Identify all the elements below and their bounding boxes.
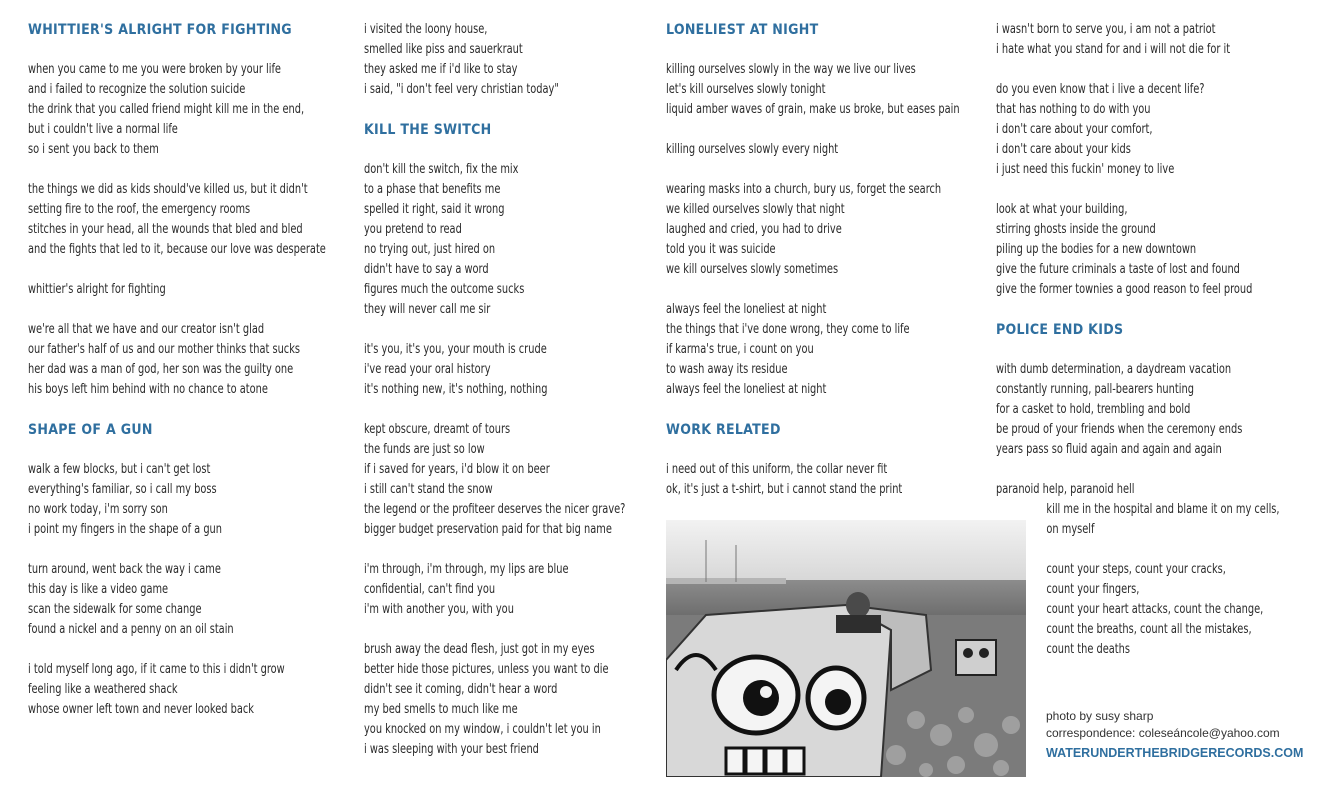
lyric-line: on myself [1046,522,1095,537]
lyric-line: better hide those pictures, unless you want to die [364,662,609,677]
photo-credit: photo by susy sharp [1046,709,1154,723]
lyric-line: everything's familiar, so i call my boss [28,482,217,497]
lyric-line: kill me in the hospital and blame it on my cells, [1046,502,1280,517]
lyric-line: if i saved for years, i'd blow it on beer [364,462,550,477]
credits [1046,708,1303,762]
lyric-line: you knocked on my window, i couldn't let you in [364,722,601,737]
lyric-line: i don't care about your kids [996,142,1131,157]
lyric-line: confidential, can't find you [364,582,496,597]
lyric-line: always feel the loneliest at night [666,382,827,397]
lyric-line: piling up the bodies for a new downtown [996,242,1197,257]
song-title: LONELIEST AT NIGHT [666,22,819,38]
lyric-line: constantly running, pall-bearers hunting [996,382,1194,397]
lyric-line: setting fire to the roof, the emergency rooms [28,202,251,217]
lyric-line: they will never call me sir [364,302,491,317]
lyric-line: and the fights that led to it, because our love was desperate [28,242,326,257]
stanza-gap [28,260,358,280]
lyric-line: don't kill the switch, fix the mix [364,162,519,177]
lyric-line: when you came to me you were broken by your life [28,62,281,77]
lyric-line: count your steps, count your cracks, [1046,562,1226,577]
lyric-line: the funds are just so low [364,442,485,457]
lyric-line: let's kill ourselves slowly tonight [666,82,826,97]
lyric-line: count your fingers, [1046,582,1140,597]
lyric-line: killing ourselves slowly in the way we live our lives [666,62,916,77]
lyric-line: my bed smells to much like me [364,702,518,717]
lyric-line: count the deaths [1046,642,1130,657]
lyric-line: so i sent you back to them [28,142,159,157]
lyric-line: i just need this fuckin' money to live [996,162,1175,177]
lyric-line: smelled like piss and sauerkraut [364,42,523,57]
lyric-line: paranoid help, paranoid hell [996,482,1135,497]
lyric-line: told you it was suicide [666,242,776,257]
lyric-line: but i couldn't live a normal life [28,122,178,137]
stanza-gap [28,400,358,420]
lyric-line: wearing masks into a church, bury us, forget the search [666,182,942,197]
lyric-line: feeling like a weathered shack [28,682,178,697]
website-link[interactable]: WATERUNDERTHEBRIDGERECORDS.COM [1046,746,1304,760]
stanza-gap [28,640,358,660]
lyric-line: stirring ghosts inside the ground [996,222,1156,237]
lyric-line: stitches in your head, all the wounds that bled and bled [28,222,303,237]
column-2 [364,20,659,760]
lyric-line: the things we did as kids should've killed us, but it didn't [28,182,308,197]
lyric-line: walk a few blocks, but i can't get lost [28,462,211,477]
stanza-gap [666,160,991,180]
band-photo [666,520,1026,777]
song-title: WORK RELATED [666,422,781,438]
stanza-gap [364,140,659,160]
stanza-gap [666,40,991,60]
photo-illustration [666,520,1026,777]
lyric-line: they asked me if i'd like to stay [364,62,518,77]
stanza-gap [28,540,358,560]
lyric-line: ok, it's just a t-shirt, but i cannot stand the print [666,482,903,497]
song-title: WHITTIER'S ALRIGHT FOR FIGHTING [28,22,292,38]
lyric-line: figures much the outcome sucks [364,282,525,297]
lyric-line: didn't see it coming, didn't hear a word [364,682,558,697]
lyric-line: with dumb determination, a daydream vacation [996,362,1232,377]
lyric-line: i'm through, i'm through, my lips are blue [364,562,569,577]
lyric-line: didn't have to say a word [364,262,489,277]
lyric-line: laughed and cried, you had to drive [666,222,842,237]
lyric-line: do you even know that i live a decent life? [996,82,1205,97]
lyric-line: liquid amber waves of grain, make us broke, but eases pain [666,102,960,117]
lyric-line: the things that i've done wrong, they come to life [666,322,910,337]
stanza-gap [364,100,659,120]
lyric-line: whittier's alright for fighting [28,282,166,297]
stanza-gap [666,440,991,460]
column-3 [666,20,991,500]
lyric-line: killing ourselves slowly every night [666,142,839,157]
lyric-line: give the former townies a good reason to feel proud [996,282,1253,297]
lyric-line: that has nothing to do with you [996,102,1151,117]
lyric-line: her dad was a man of god, her son was the guilty one [28,362,294,377]
stanza-gap [364,620,659,640]
stanza-gap [364,400,659,420]
song-title: POLICE END KIDS [996,322,1124,338]
lyric-line: i still can't stand the snow [364,482,493,497]
lyric-line: count the breaths, count all the mistakes, [1046,622,1252,637]
lyric-line: i was sleeping with your best friend [364,742,539,757]
lyric-line: we killed ourselves slowly that night [666,202,845,217]
lyric-line: i point my fingers in the shape of a gun [28,522,223,537]
stanza-gap [996,180,1311,200]
lyric-line: whose owner left town and never looked back [28,702,254,717]
stanza-gap [28,40,358,60]
stanza-gap [666,120,991,140]
lyric-line: it's you, it's you, your mouth is crude [364,342,547,357]
stanza-gap [666,280,991,300]
lyric-line: always feel the loneliest at night [666,302,827,317]
stanza-gap [364,320,659,340]
lyric-line: to a phase that benefits me [364,182,501,197]
lyric-line: you pretend to read [364,222,462,237]
lyric-line: if karma's true, i count on you [666,342,814,357]
column-4 [996,20,1311,660]
lyric-line: we're all that we have and our creator isn't glad [28,322,265,337]
stanza-gap [28,300,358,320]
lyric-line: the drink that you called friend might kill me in the end, [28,102,305,117]
lyric-line: i don't care about your comfort, [996,122,1153,137]
lyric-line: spelled it right, said it wrong [364,202,505,217]
lyric-line: to wash away its residue [666,362,788,377]
stanza-gap [28,440,358,460]
lyric-line: i need out of this uniform, the collar never fit [666,462,888,477]
lyric-line: i hate what you stand for and i will not die for it [996,42,1231,57]
song-title: KILL THE SWITCH [364,122,492,138]
lyric-line: no work today, i'm sorry son [28,502,168,517]
stanza-gap [364,540,659,560]
lyric-line: this day is like a video game [28,582,169,597]
lyric-line: be proud of your friends when the ceremony ends [996,422,1243,437]
lyric-line: i said, "i don't feel very christian today" [364,82,559,97]
stanza-gap [996,60,1311,80]
song-title: SHAPE OF A GUN [28,422,153,438]
lyric-line: kept obscure, dreamt of tours [364,422,511,437]
stanza-gap [996,460,1311,480]
stanza-gap [996,300,1311,320]
lyric-line: look at what your building, [996,202,1128,217]
column-1 [28,20,358,720]
stanza-gap [666,400,991,420]
lyric-line: give the future criminals a taste of lost and found [996,262,1240,277]
lyric-line: i've read your oral history [364,362,491,377]
lyric-line: found a nickel and a penny on an oil stain [28,622,234,637]
lyric-line: brush away the dead flesh, just got in my eyes [364,642,595,657]
lyric-line: i'm with another you, with you [364,602,514,617]
lyric-line: years pass so fluid again and again and again [996,442,1222,457]
lyric-line: i visited the loony house, [364,22,488,37]
lyric-line: i told myself long ago, if it came to this i didn't grow [28,662,285,677]
lyric-line: his boys left him behind with no chance to atone [28,382,268,397]
lyric-line: scan the sidewalk for some change [28,602,202,617]
stanza-gap [996,340,1311,360]
stanza-gap [996,540,1311,560]
lyric-line: turn around, went back the way i came [28,562,221,577]
lyric-line: our father's half of us and our mother thinks that sucks [28,342,301,357]
lyric-line: no trying out, just hired on [364,242,496,257]
lyric-line: count your heart attacks, count the change, [1046,602,1264,617]
correspondence-email[interactable]: correspondence: coleseáncole@yahoo.com [1046,726,1280,740]
lyric-line: i wasn't born to serve you, i am not a patriot [996,22,1216,37]
lyric-line: and i failed to recognize the solution suicide [28,82,246,97]
lyric-line: the legend or the profiteer deserves the nicer grave? [364,502,626,517]
lyric-line: bigger budget preservation paid for that big name [364,522,612,537]
stanza-gap [28,160,358,180]
lyric-line: it's nothing new, it's nothing, nothing [364,382,548,397]
lyric-line: for a casket to hold, trembling and bold [996,402,1191,417]
lyric-line: we kill ourselves slowly sometimes [666,262,839,277]
